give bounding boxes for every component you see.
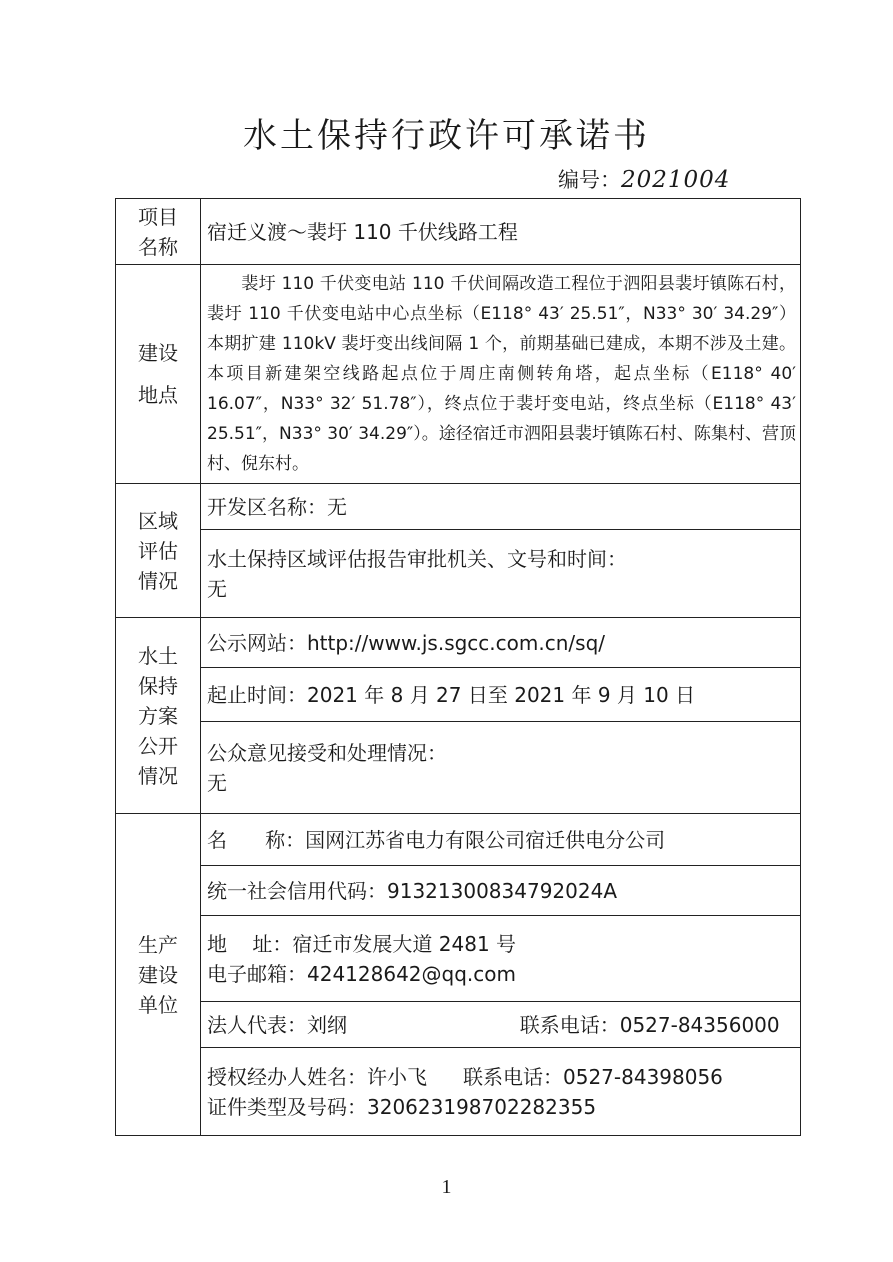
- unit-name-field: 名 称：国网江苏省电力有限公司宿迁供电分公司: [201, 814, 801, 866]
- approval-field: 水土保持区域评估报告审批机关、文号和时间： 无: [201, 530, 801, 618]
- row-agent: [116, 1048, 801, 1136]
- row-opinion: [116, 722, 801, 814]
- document-number-label: 编号：: [558, 168, 621, 192]
- row-unit-name: [116, 814, 801, 866]
- agent-name: 授权经办人姓名：许小飞: [207, 1064, 427, 1089]
- document-title: 水土保持行政许可承诺书: [243, 116, 650, 156]
- label-publicity: 水土 保持 方案 公开 情况: [116, 618, 201, 814]
- row-dev-zone: [116, 484, 801, 530]
- period-field: 起止时间：2021 年 8 月 27 日至 2021 年 9 月 10 日: [201, 668, 801, 722]
- row-approval: [116, 530, 801, 618]
- legal-rep-name: 法人代表：刘纲: [207, 1012, 347, 1037]
- permit-form-table: [115, 198, 801, 1136]
- label-construction-unit: 生产 建设 单位: [116, 814, 201, 1136]
- legal-rep-field: [201, 1002, 801, 1048]
- row-website: [116, 618, 801, 668]
- location-text: 裴圩 110 千伏变电站 110 千伏间隔改造工程位于泗阳县裴圩镇陈石村，裴圩 110 千伏变电站中心点坐标（E118° 43′ 25.51″，N33° 30′ 34.29″）本期扩建 110kV 裴圩变出线间隔 1 个，前期基础已建成，本期不涉及土建。本项目新建架空线路起点位于周庄南侧转角塔，起点坐标（E118° 40′ 16.07″，N33° 32′ 51.78″），终点位于裴圩变电站，终点坐标（E118° 43′ 25.51″，N33° 30′ 34.29″）。途径宿迁市泗阳县裴圩镇陈石村、陈集村、营顶村、倪东村。: [201, 265, 801, 484]
- row-legal-rep: [116, 1002, 801, 1048]
- credit-code-field: 统一社会信用代码：91321300834792024A: [201, 866, 801, 916]
- page-number: 1: [441, 1176, 452, 1198]
- document-number: [558, 164, 730, 194]
- row-address-email: [116, 916, 801, 1002]
- address-email-field: 地 址：宿迁市发展大道 2481 号 电子邮箱：424128642@qq.com: [201, 916, 801, 1002]
- agent-phone: 联系电话：0527-84398056: [463, 1064, 723, 1089]
- opinion-field: 公众意见接受和处理情况： 无: [201, 722, 801, 814]
- label-project-name: 项目 名称: [116, 199, 201, 265]
- id-document: 证件类型及号码：320623198702282355: [207, 1094, 597, 1119]
- row-location: [116, 265, 801, 484]
- row-period: [116, 668, 801, 722]
- website-field: 公示网站：http://www.js.sgcc.com.cn/sq/: [201, 618, 801, 668]
- dev-zone-field: 开发区名称：无: [201, 484, 801, 530]
- label-location: 建设 地点: [116, 265, 201, 484]
- document-number-value: 2021004: [621, 167, 731, 193]
- project-name-value: 宿迁义渡～裴圩 110 千伏线路工程: [201, 199, 801, 265]
- agent-field: [201, 1048, 801, 1136]
- row-credit-code: [116, 866, 801, 916]
- row-project-name: [116, 199, 801, 265]
- label-regional-assessment: 区域 评估 情况: [116, 484, 201, 618]
- legal-rep-phone: 联系电话：0527-84356000: [519, 1012, 780, 1037]
